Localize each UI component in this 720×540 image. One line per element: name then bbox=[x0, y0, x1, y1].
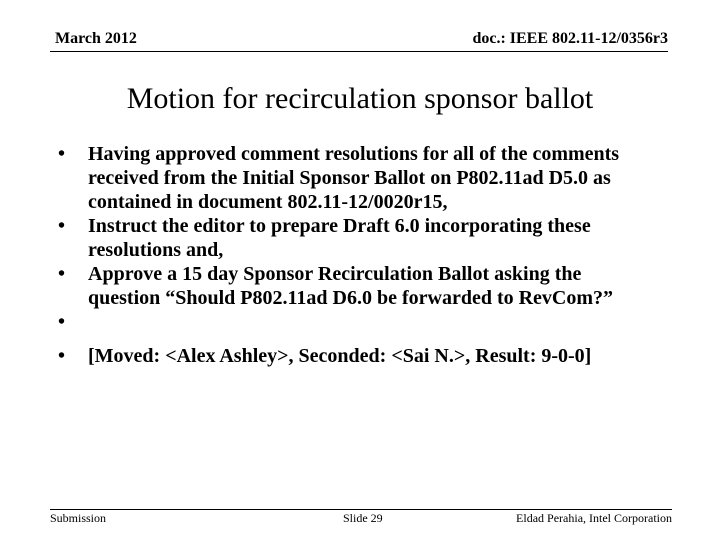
slide-title: Motion for recirculation sponsor ballot bbox=[126, 82, 594, 115]
bullet-text: Approve a 15 day Sponsor Recirculation Ballot asking the question “Should P802.11ad D6.0 be forwarded to RevCom?” bbox=[88, 263, 614, 309]
bullet-text: Instruct the editor to prepare Draft 6.0 incorporating these resolutions and, bbox=[88, 215, 591, 261]
header-date: March 2012 bbox=[55, 30, 137, 47]
bullet-item bbox=[56, 262, 656, 310]
bullet-item bbox=[56, 344, 656, 368]
header-divider bbox=[50, 51, 668, 52]
bullet-marker: • bbox=[58, 311, 66, 333]
bullet-text: [Moved: <Alex Ashley>, Seconded: <Sai N.>, Result: 9-0-0] bbox=[88, 345, 592, 367]
bullet-marker: • bbox=[58, 345, 66, 367]
footer-slide-number: Slide 29 bbox=[343, 511, 383, 525]
footer-submission: Submission bbox=[50, 511, 107, 525]
bullet-item bbox=[56, 214, 656, 262]
bullet-marker: • bbox=[58, 263, 66, 285]
header-doc-id: doc.: IEEE 802.11-12/0356r3 bbox=[472, 30, 668, 47]
bullet-item-empty bbox=[56, 310, 656, 341]
bullet-list bbox=[56, 142, 656, 368]
bullet-marker: • bbox=[58, 143, 66, 165]
footer-divider bbox=[50, 509, 672, 510]
footer-author: Eldad Perahia, Intel Corporation bbox=[516, 511, 672, 525]
bullet-item bbox=[56, 142, 656, 214]
bullet-text: Having approved comment resolutions for all of the comments received from the Initial Sponsor Ballot on P802.11ad D5.0 as contained in document 802.11-12/0020r15, bbox=[88, 143, 620, 213]
bullet-marker: • bbox=[58, 215, 66, 237]
